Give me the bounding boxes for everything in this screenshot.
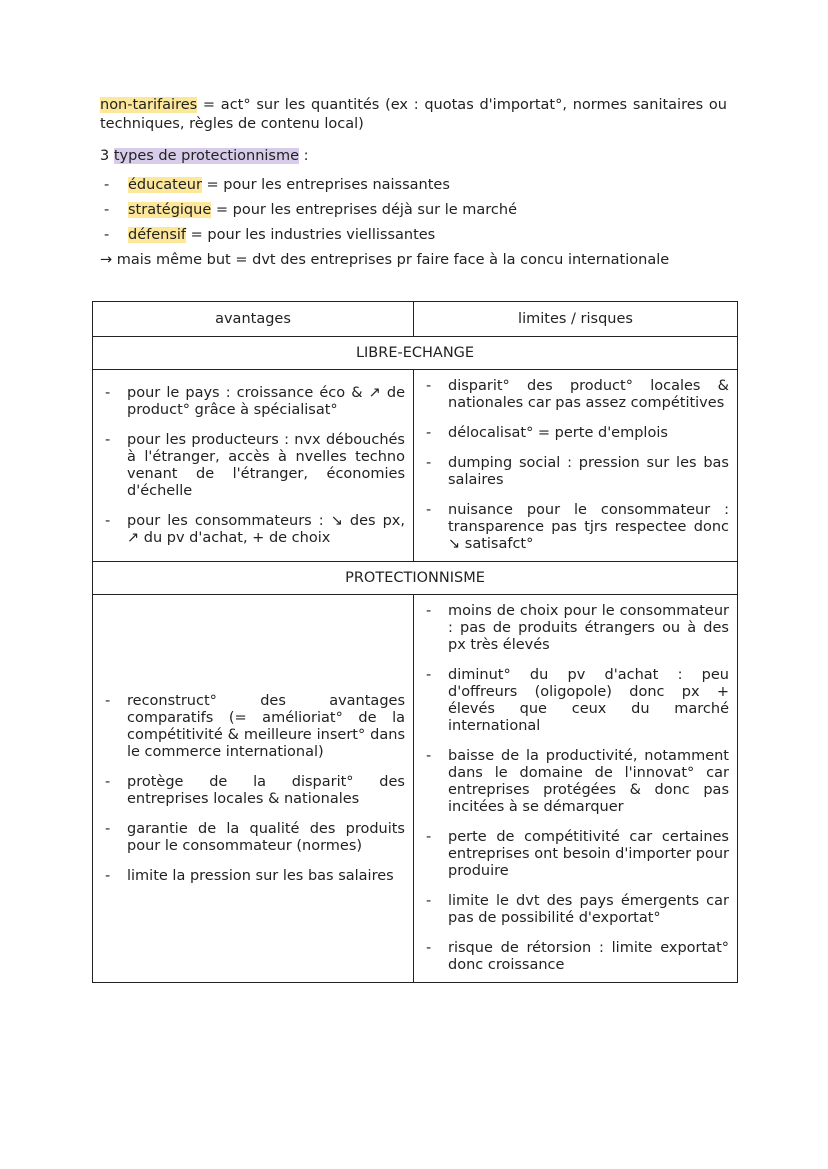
conclusion-line: → mais même but = dvt des entreprises pr faire face à la concu internationale bbox=[100, 252, 670, 268]
limites-list bbox=[422, 378, 729, 553]
libre-echange-avantages bbox=[93, 370, 414, 562]
types-suffix: : bbox=[299, 148, 309, 164]
list-dash: - bbox=[105, 512, 111, 529]
list-item bbox=[101, 821, 405, 855]
list-item bbox=[422, 425, 729, 442]
type-term: éducateur bbox=[128, 177, 202, 193]
list-item-text: dumping social : pression sur les bas salaires bbox=[448, 455, 729, 488]
avantages-list bbox=[101, 693, 405, 885]
list-item-text: nuisance pour le consommateur : transparence pas tjrs respectee donc ↘ satisafct° bbox=[448, 502, 729, 552]
list-item-text: limite la pression sur les bas salaires bbox=[127, 867, 394, 884]
intro-paragraph bbox=[100, 96, 727, 134]
section-title-protectionnisme: PROTECTIONNISME bbox=[93, 562, 738, 595]
list-item-text: reconstruct° des avantages comparatifs (= amélioriat° de la compétitivité & meilleure insert° dans le commerce international) bbox=[127, 692, 405, 760]
types-list bbox=[100, 176, 727, 245]
list-item-text: délocalisat° = perte d'emplois bbox=[448, 425, 668, 441]
list-dash: - bbox=[426, 667, 432, 683]
list-dash: - bbox=[426, 893, 432, 909]
header-limites: limites / risques bbox=[414, 302, 738, 337]
protectionnisme-avantages bbox=[93, 595, 414, 983]
list-dash: - bbox=[426, 940, 432, 956]
list-item-text: risque de rétorsion : limite exportat° donc croissance bbox=[448, 940, 729, 973]
list-item-text: limite le dvt des pays émergents car pas de possibilité d'exportat° bbox=[448, 893, 729, 926]
list-dash: - bbox=[105, 820, 111, 837]
list-dash: - bbox=[426, 829, 432, 845]
list-dash: - bbox=[105, 867, 111, 884]
avantages-list bbox=[101, 385, 405, 547]
list-item-text: diminut° du pv d'achat : peu d'offreurs (oligopole) donc px + élevés que ceux du marché international bbox=[448, 667, 729, 734]
list-dash: - bbox=[104, 227, 110, 243]
list-item bbox=[422, 603, 729, 654]
list-item bbox=[101, 693, 405, 761]
list-item bbox=[422, 940, 729, 974]
list-item-text: pour les consommateurs : ↘ des px, ↗ du pv d'achat, + de choix bbox=[127, 512, 405, 546]
list-item-text: moins de choix pour le consommateur : pas de produits étrangers ou à des px très élevés bbox=[448, 603, 729, 653]
list-item bbox=[101, 385, 405, 419]
list-item-text: pour les producteurs : nvx débouchés à l'étranger, accès à nvelles techno venant de l'étranger, économies d'échelle bbox=[127, 431, 405, 499]
list-item bbox=[101, 868, 405, 885]
list-dash: - bbox=[105, 692, 111, 709]
list-item bbox=[422, 378, 729, 412]
type-desc: = pour les industries viellissantes bbox=[186, 227, 436, 243]
list-item bbox=[422, 829, 729, 880]
libre-echange-limites bbox=[414, 370, 738, 562]
list-item-text: garantie de la qualité des produits pour le consommateur (normes) bbox=[127, 820, 405, 854]
list-item bbox=[422, 667, 729, 735]
intro-text: = act° sur les quantités (ex : quotas d'importat°, normes sanitaires ou techniques, règles de contenu local) bbox=[100, 97, 727, 132]
list-item-text: pour le pays : croissance éco & ↗ de product° grâce à spécialisat° bbox=[127, 384, 405, 418]
list-item bbox=[100, 176, 727, 195]
list-item bbox=[101, 774, 405, 808]
list-dash: - bbox=[426, 748, 432, 764]
list-dash: - bbox=[104, 177, 110, 193]
type-desc: = pour les entreprises déjà sur le marché bbox=[211, 202, 518, 218]
list-item bbox=[422, 502, 729, 553]
protectionnisme-limites bbox=[414, 595, 738, 983]
list-item bbox=[100, 201, 727, 220]
list-dash: - bbox=[104, 202, 110, 218]
type-desc: = pour les entreprises naissantes bbox=[201, 177, 450, 193]
list-item bbox=[101, 432, 405, 500]
list-item bbox=[422, 893, 729, 927]
type-term: stratégique bbox=[128, 202, 212, 218]
list-dash: - bbox=[105, 773, 111, 790]
list-item bbox=[101, 513, 405, 547]
list-dash: - bbox=[426, 603, 432, 619]
types-highlight: types de protectionnisme bbox=[113, 148, 300, 164]
list-item bbox=[100, 226, 727, 245]
term-non-tarifaires: non-tarifaires bbox=[100, 97, 198, 113]
list-item-text: baisse de la productivité, notamment dans le domaine de l'innovat° car entreprises protégées & donc pas incitées à se démarquer bbox=[448, 748, 729, 815]
types-prefix: 3 bbox=[100, 148, 114, 164]
section-title-libre-echange: LIBRE-ECHANGE bbox=[93, 337, 738, 370]
list-item bbox=[422, 455, 729, 489]
list-item bbox=[422, 748, 729, 816]
list-dash: - bbox=[105, 384, 111, 401]
list-dash: - bbox=[426, 425, 432, 441]
list-item-text: protège de la disparit° des entreprises locales & nationales bbox=[127, 773, 405, 807]
limites-list bbox=[422, 603, 729, 974]
types-heading bbox=[100, 147, 727, 166]
list-dash: - bbox=[426, 502, 432, 518]
list-dash: - bbox=[105, 431, 111, 448]
list-dash: - bbox=[426, 455, 432, 471]
comparison-table bbox=[92, 301, 738, 983]
notes-page bbox=[100, 96, 727, 270]
header-avantages: avantages bbox=[93, 302, 414, 337]
list-item-text: perte de compétitivité car certaines entreprises ont besoin d'importer pour produire bbox=[448, 829, 729, 879]
list-item-text: disparit° des product° locales & nationales car pas assez compétitives bbox=[448, 378, 729, 411]
type-term: défensif bbox=[128, 227, 187, 243]
list-dash: - bbox=[426, 378, 432, 394]
